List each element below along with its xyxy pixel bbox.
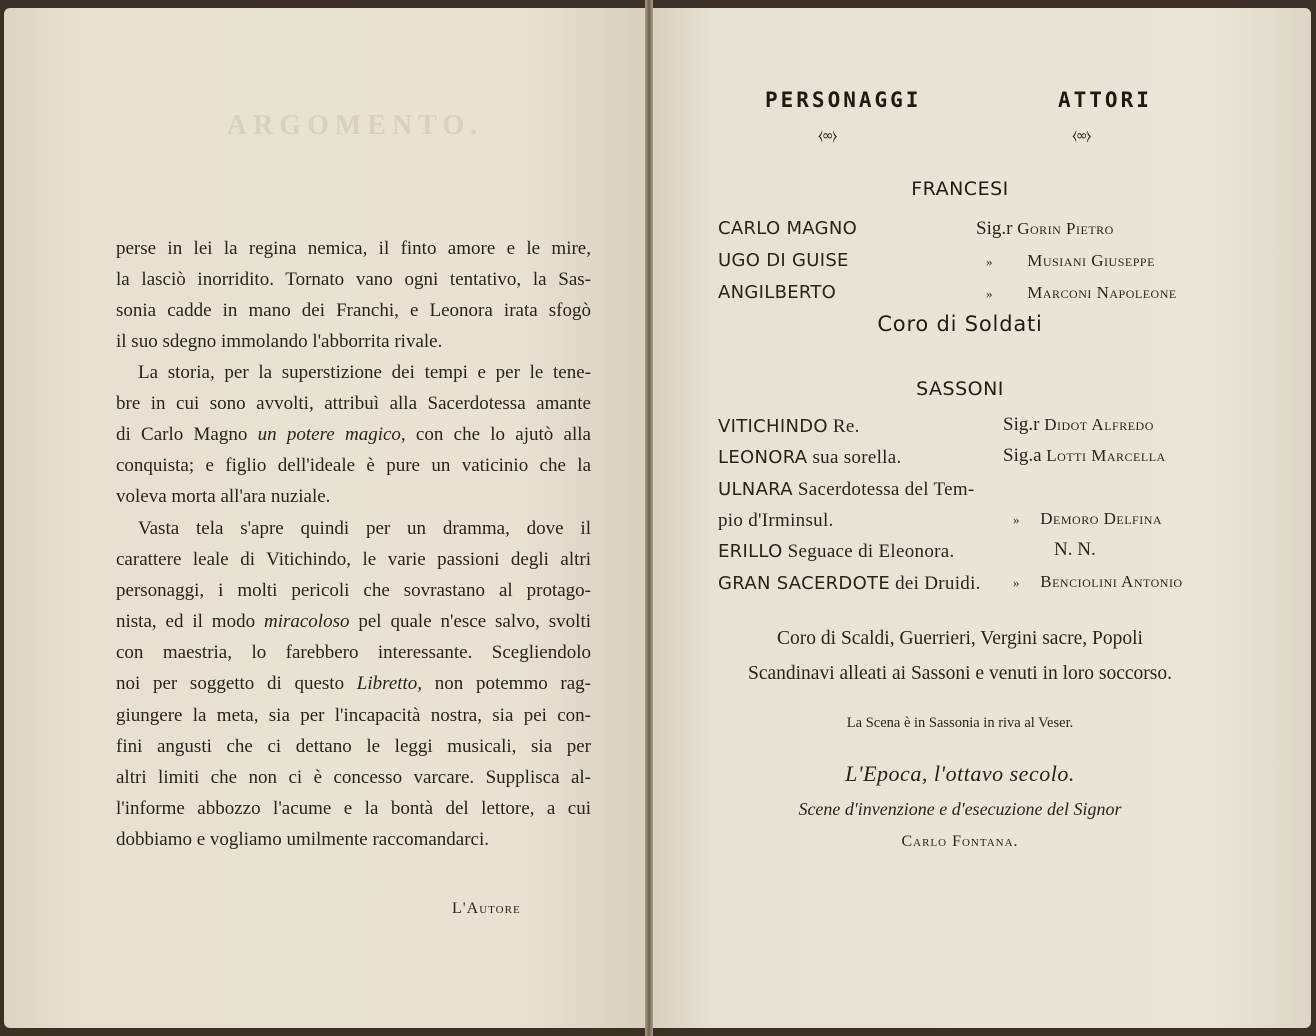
italic-phrase: miracoloso [263, 611, 350, 633]
cast-role [718, 479, 975, 501]
role-desc: Sacerdotessa del Tem- [792, 479, 975, 500]
text-fragment: di Carlo Magno [116, 424, 258, 446]
header-personaggi: PERSONAGGI [765, 88, 922, 112]
cast-role [718, 250, 849, 272]
epoch-line: L'Epoca, l'ottavo secolo. [845, 761, 1075, 786]
text-line: dobbiamo e vogliamo umilmente raccomandarci. [116, 828, 490, 850]
text-line: personaggi, i molti pericoli che sovrastano al protago- [116, 580, 591, 602]
chorus-line: Scandinavi alleati ai Sassoni e venuti in loro soccorso. [747, 663, 1173, 684]
text-line: la lasciò inorridito. Tornato vano ogni tentativo, la Sas- [116, 269, 591, 291]
paragraph-2 [116, 357, 591, 512]
scenes-credit: Scene d'invenzione e d'esecuzione del Signor [798, 799, 1122, 819]
role-name: GRAN SACERDOTE [718, 573, 891, 594]
text-line: con maestria, lo farebbero interessante. Scegliendolo [116, 642, 591, 664]
chorus-line: Coro di Scaldi, Guerrieri, Vergini sacre, Popoli [777, 628, 1143, 649]
chorus-soldati: Coro di Soldati [877, 312, 1043, 336]
text-line [116, 419, 591, 450]
cast-role [718, 447, 902, 469]
text-fragment: noi per soggetto di questo [116, 673, 357, 695]
cast-actor [986, 282, 1177, 304]
role-name: ERILLO [718, 541, 783, 562]
text-fragment: nista, ed il modo [116, 611, 264, 633]
role-desc: pio d'Irminsul. [718, 510, 834, 531]
role-name: CARLO MAGNO [718, 218, 858, 239]
ditto-mark: » [986, 286, 993, 301]
actor-name: Demoro Delfina [1040, 509, 1163, 528]
actor-name: Didot Alfredo [1044, 415, 1154, 434]
role-desc: Seguace di Eleonora. [782, 541, 955, 562]
cast-actor [976, 218, 1114, 240]
ornament-divider: ⧼∞⧽ [1072, 128, 1091, 144]
actor-prefix: Sig.a [1003, 445, 1042, 466]
role-name: UGO DI GUISE [718, 250, 849, 271]
text-line: giungere la meta, sia per l'incapacità nostra, sia pei con- [116, 704, 591, 726]
cast-actor [1054, 539, 1096, 561]
text-line: altri limiti che non ci è concesso varcare. Supplisca al- [116, 766, 591, 788]
actor-name: Gorin Pietro [1017, 219, 1114, 238]
actor-name: Benciolini Antonio [1040, 572, 1183, 591]
cast-actor [986, 250, 1155, 272]
text-fragment: La storia, per la superstizione dei tempi e per le tene- [138, 362, 591, 383]
cast-role [718, 416, 860, 438]
cast-actor [1013, 508, 1162, 530]
ditto-mark: » [1013, 575, 1020, 590]
ditto-mark: » [986, 254, 993, 269]
text-line: fini angusti che ci dettano le leggi musicali, sia per [116, 735, 591, 757]
scene-note: La Scena è in Sassonia in riva al Veser. [846, 715, 1074, 731]
role-name: ANGILBERTO [718, 282, 837, 303]
text-line: conquista; e figlio dell'ideale è pure un vaticinio che la [116, 455, 591, 477]
actor-prefix: Sig.r [1003, 414, 1040, 435]
actor-prefix: Sig.r [976, 218, 1013, 239]
cast-actor [1013, 571, 1183, 593]
paragraph-3 [116, 513, 591, 855]
ghost-heading: ARGOMENTO. [226, 110, 484, 141]
cast-actor [1003, 445, 1166, 467]
role-desc: sua sorella. [807, 447, 902, 468]
ditto-mark: » [1013, 512, 1020, 527]
text-line [116, 357, 591, 388]
text-line: carattere leale di Vitichindo, le varie passioni degli altri [116, 549, 591, 571]
text-line [116, 513, 591, 544]
text-fragment: pel quale n'esce salvo, svolti [349, 611, 592, 633]
role-desc: dei Druidi. [890, 573, 981, 594]
cast-role [718, 218, 857, 240]
role-name: VITICHINDO [718, 416, 828, 437]
actor-name: N. N. [1054, 539, 1096, 560]
cast-role [718, 541, 955, 563]
author-signature: L'Autore [452, 900, 521, 917]
role-name: ULNARA [718, 479, 793, 500]
text-line [116, 668, 591, 699]
text-fragment: non potemmo rag- [422, 673, 591, 695]
paragraph-1 [116, 233, 591, 357]
cast-actor [1003, 414, 1154, 436]
header-attori: ATTORI [1058, 88, 1152, 112]
italic-phrase: Libretto, [356, 673, 423, 695]
text-line [116, 606, 591, 637]
section-title-sassoni: SASSONI [916, 378, 1004, 400]
cast-role [718, 282, 836, 304]
text-line: sonia cadde in mano dei Franchi, e Leonora irata sfogò [116, 300, 591, 322]
designer-name: Carlo Fontana. [901, 833, 1019, 850]
section-title-francesi: FRANCESI [911, 178, 1009, 200]
role-desc: Re. [827, 416, 860, 437]
cast-role [718, 573, 981, 595]
cast-role [718, 510, 834, 532]
text-line: bre in cui sono avvolti, attribuì alla Sacerdotessa amante [116, 393, 591, 415]
actor-name: Marconi Napoleone [1027, 283, 1177, 302]
actor-name: Musiani Giuseppe [1027, 251, 1155, 270]
italic-phrase: un potere magico, [257, 424, 406, 446]
text-line: il suo sdegno immolando l'abborrita rivale. [116, 331, 443, 353]
book-gutter [645, 0, 653, 1036]
text-line: l'informe abbozzo l'acume e la bontà del lettore, a cui [116, 797, 591, 819]
role-name: LEONORA [718, 447, 808, 468]
text-fragment: Vasta tela s'apre quindi per un dramma, dove il [138, 518, 591, 539]
text-line: voleva morta all'ara nuziale. [116, 486, 331, 508]
ornament-divider: ⧼∞⧽ [818, 128, 837, 144]
text-fragment: con che lo ajutò alla [405, 424, 591, 446]
text-line: perse in lei la regina nemica, il finto amore e le mire, [116, 238, 591, 259]
actor-name: Lotti Marcella [1046, 446, 1166, 465]
